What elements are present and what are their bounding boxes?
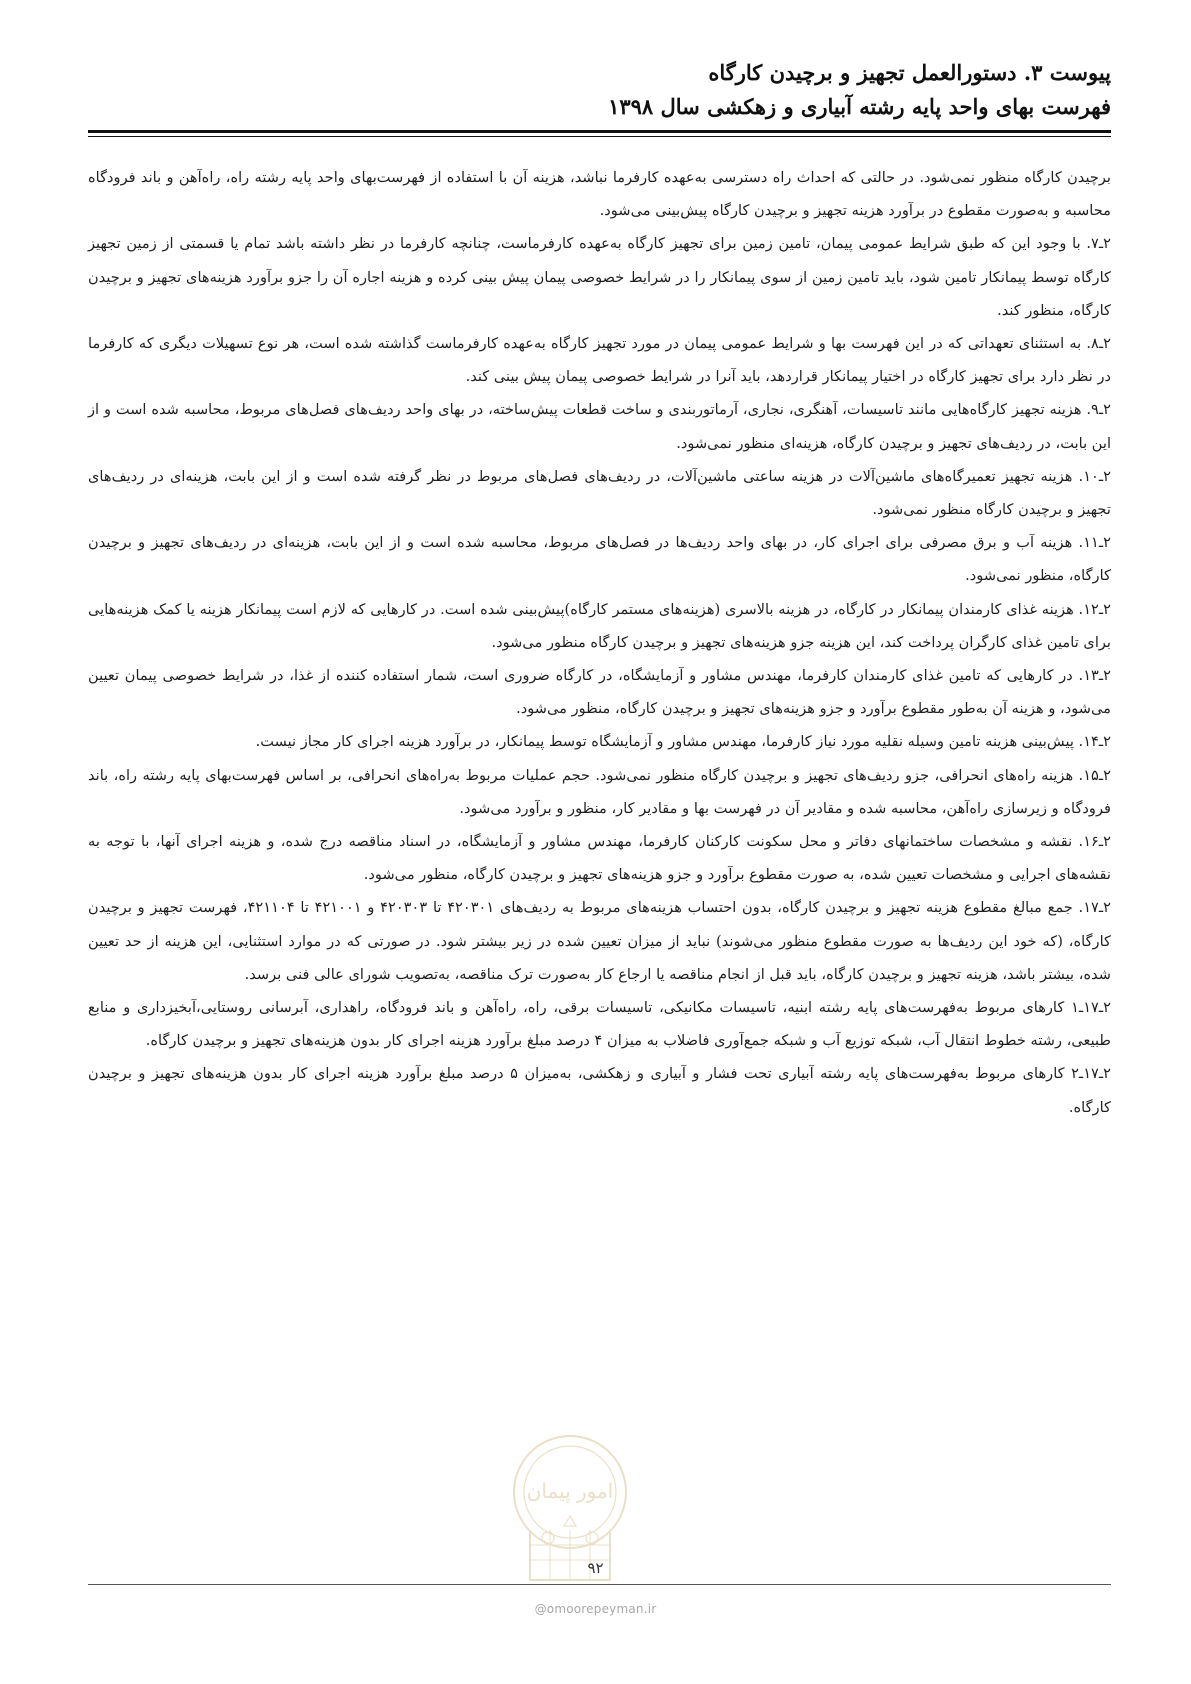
page-number: ۹۲ <box>587 1559 604 1577</box>
footer-rule <box>88 1584 1111 1585</box>
paragraph: ۲ـ۱۰. هزینه تجهیز تعمیرگاه‌های ماشین‌آلات در هزینه ساعتی ماشین‌آلات، در ردیف‌های فصل‌های مربوط در نظر گرفته شده است و از این بابت، هزینه‌ای در ردیف‌های تجهیز و برچیدن کارگاه منظور نمی‌شود. <box>88 467 1111 519</box>
paragraph: ۲ـ۱۷. جمع مبالغ مقطوع هزینه تجهیز و برچیدن کارگاه، بدون احتساب هزینه‌های مربوط به ردیف‌های ۴۲۰۳۰۱ تا ۴۲۰۳۰۳ و ۴۲۱۰۰۱ تا ۴۲۱۱۰۴، فهرست تجهیز و برچیدن کارگاه، (که خود این ردیف‌ها به صورت مقطوع منظور می‌شوند) نباید از میزان تعیین شده در زیر بیشتر شود. در صورتی که در موارد استثنایی، این هزینه از حد تعیین شده، بیشتر باشد، هزینه تجهیز و برچیدن کارگاه، باید قبل از انجام مناقصه یا ارجاع کار به‌صورت ترک مناقصه، به‌تصویب شورای عالی فنی برسد. <box>88 899 1111 983</box>
paragraph: ۲ـ۱۲. هزینه غذای کارمندان پیمانکار در کارگاه، در هزینه بالاسری (هزینه‌های مستمر کارگاه)پیش‌بینی شده است. در کارهایی که لازم است پیمانکار هزینه یا کمک هزینه‌هایی برای تامین غذای کارگران پرداخت کند، این هزینه جزو هزینه‌های تجهیز و برچیدن کارگاه منظور می‌شود. <box>88 600 1111 651</box>
paragraph: ۲ـ۱۷ـ۱ کارهای مربوط به‌فهرست‌های پایه رشته ابنیه، تاسیسات مکانیکی، تاسیسات برقی، راه، راه‌آهن و باند فرودگاه، راهداری، آبرسانی روستایی،آبخیزداری و منابع طبیعی، رشته خطوط انتقال آب، شبکه توزیع آب و شبکه جمع‌آوری فاضلاب به میزان ۴ درصد مبلغ برآورد هزینه اجرای کار بدون هزینه‌های تجهیز و برچیدن کارگاه. <box>88 999 1111 1050</box>
header-rule-thin <box>88 136 1111 137</box>
paragraph: ۲ـ۸. به استثنای تعهداتی که در این فهرست بها و شرایط عمومی پیمان در مورد تجهیز کارگاه به‌عهده کارفرماست گذاشته شده است، هر نوع تسهیلات دیگری که کارفرما در نظر دارد برای تجهیز کارگاه در اختیار پیمانکار قراردهد، باید آنرا در شرایط خصوصی پیمان پیش بینی کند. <box>88 335 1111 386</box>
paragraph: ۲ـ۱۷ـ۲ کارهای مربوط به‌فهرست‌های پایه رشته آبیاری تحت فشار و آبیاری و زهکشی، به‌میزان ۵ درصد مبلغ برآورد هزینه اجرای کار بدون هزینه‌های تجهیز و برچیدن کارگاه. <box>88 1065 1112 1116</box>
paragraph: ۲ـ۱۳. در کارهایی که تامین غذای کارمندان کارفرما، مهندس مشاور و آزمایشگاه، در کارگاه ضروری است، شمار استفاده کننده از غذا، در شرایط خصوصی پیمان تعیین می‌شود، و هزینه آن به‌طور مقطوع برآورد و جزو هزینه‌های تجهیز و برچیدن کارگاه، منظور می‌شود. <box>88 667 1111 718</box>
paragraph: ۲ـ۱۴. پیش‌بینی هزینه تامین وسیله نقلیه مورد نیاز کارفرما، مهندس مشاور و آزمایشگاه توسط پیمانکار، در برآورد هزینه اجرای کار مجاز نیست. <box>255 733 1111 751</box>
paragraph: برچیدن کارگاه منظور نمی‌شود. در حالتی که احداث راه دسترسی به‌عهده کارفرما نباشد، هزینه آن با استفاده از فهرست‌بهای واحد پایه رشته راه، راه‌آهن و باند فرودگاه محاسبه و به‌صورت مقطوع در برآورد هزینه تجهیز و برچیدن کارگاه پیش‌بینی می‌شود. <box>88 169 1111 220</box>
paragraph: ۲ـ۱۵. هزینه راه‌های انحرافی، جزو ردیف‌های تجهیز و برچیدن کارگاه منظور نمی‌شود. حجم عملیات مربوط به‌راه‌های انحرافی، بر اساس فهرست‌بهای پایه رشته راه، باند فرودگاه و زیرسازی راه‌آهن، محاسبه شده و مقادیر آن در فهرست بها و مقادیر کار، منظور و برآورد می‌شود. <box>88 766 1111 817</box>
paragraph: ۲ـ۱۶. نقشه و مشخصات ساختمانهای دفاتر و محل سکونت کارکنان کارفرما، مهندس مشاور و آزمایشگاه، در اسناد مناقصه درج شده، و هزینه اجرای آنها، با توجه به نقشه‌های اجرایی و مشخصات تعیین شده، به صورت مقطوع برآورد و جزو هزینه‌های تجهیز و برچیدن کارگاه، منظور می‌شود. <box>88 833 1111 884</box>
paragraph: ۲ـ۷. با وجود این که طبق شرایط عمومی پیمان، تامین زمین برای تجهیز کارگاه به‌عهده کارفرماست، چنانچه کارفرما در نظر داشته باشد تمام یا قسمتی از زمین تجهیز کارگاه توسط پیمانکار تامین شود، باید تامین زمین از سوی پیمانکار را در شرایط خصوصی پیمان پیش بینی کرده و هزینه اجاره آن را جزو برآورد هزینه‌های تجهیز و برچیدن کارگاه، منظور کند. <box>88 235 1111 319</box>
page-header <box>88 56 1111 124</box>
paragraph: ۲ـ۹. هزینه تجهیز کارگاه‌هایی مانند تاسیسات، آهنگری، نجاری، آرماتوربندی و ساخت قطعات پیش‌ساخته، در بهای واحد ردیف‌های فصل‌های مربوط، محاسبه شده است و از این بابت، در ردیف‌های تجهیز و برچیدن کارگاه، هزینه‌ای منظور نمی‌شود. <box>88 401 1111 452</box>
footer-website: @omoorepeyman.ir <box>534 1602 657 1616</box>
body-text <box>88 161 1111 1124</box>
header-rule-thick <box>88 130 1111 133</box>
document-subtitle: فهرست بهای واحد پایه رشته آبیاری و زهکشی سال ۱۳۹۸ <box>608 94 1111 119</box>
appendix-title: پیوست ۳. دستورالعمل تجهیز و برچیدن کارگاه <box>708 60 1111 85</box>
paragraph: ۲ـ۱۱. هزینه آب و برق مصرفی برای اجرای کار، در بهای واحد ردیف‌ها در فصل‌های مربوط، محاسبه شده است و از این بابت، هزینه‌ای در ردیف‌های تجهیز و برچیدن کارگاه، منظور نمی‌شود. <box>88 534 1111 585</box>
watermark-text: امور پیمان <box>526 1479 614 1503</box>
